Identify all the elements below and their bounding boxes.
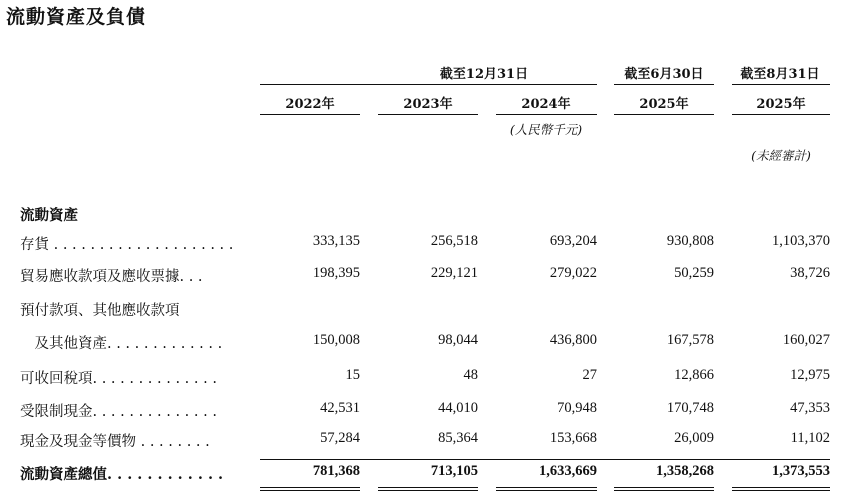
table-cell: 15: [345, 367, 360, 383]
total-top-rule: [260, 459, 830, 460]
row-label: 及其他資產. . . . . . . . . . . . .: [20, 336, 223, 352]
table-cell: 27: [582, 367, 597, 383]
year-header-2022: 2022年: [285, 97, 335, 112]
table-cell: 98,044: [438, 332, 478, 348]
table-cell: 153,668: [549, 430, 597, 446]
table-cell: 11,102: [790, 430, 830, 446]
total-row-label: 流動資產總值. . . . . . . . . . . .: [20, 466, 224, 483]
year-header-2025-aug: 2025年: [756, 97, 806, 112]
total-cell: 781,368: [312, 463, 360, 479]
table-cell: 150,008: [312, 332, 360, 348]
row-label: 預付款項、其他應收款項: [20, 303, 180, 319]
year-rule-2023: [378, 114, 478, 115]
table-cell: 26,009: [674, 430, 714, 446]
total-double-rule: [732, 487, 830, 488]
table-cell: 47,353: [790, 400, 830, 416]
row-label: 貿易應收款項及應收票據. . .: [20, 269, 203, 285]
table-cell: 48: [463, 367, 478, 383]
total-cell: 1,373,553: [772, 463, 830, 479]
unit-note: (人民幣千元): [509, 122, 583, 137]
group-rule-dec31: [260, 84, 597, 85]
total-double-rule: [614, 487, 714, 488]
table-cell: 50,259: [674, 265, 714, 281]
table-cell: 38,726: [790, 265, 830, 281]
group-rule-jun30: [614, 84, 714, 85]
total-cell: 713,105: [430, 463, 478, 479]
section-title: 流動資產: [20, 207, 78, 224]
group-rule-aug31: [732, 84, 830, 85]
table-cell: 85,364: [438, 430, 478, 446]
group-header-dec31: 截至12月31日: [439, 67, 529, 82]
total-double-rule: [496, 487, 597, 488]
total-double-rule: [378, 487, 478, 488]
table-cell: 693,204: [549, 233, 597, 249]
table-cell: 57,284: [320, 430, 360, 446]
table-cell: 44,010: [438, 400, 478, 416]
year-rule-2022: [260, 114, 360, 115]
table-cell: 229,121: [430, 265, 478, 281]
year-rule-2025-aug: [732, 114, 830, 115]
year-header-2024: 2024年: [521, 97, 571, 112]
table-cell: 1,103,370: [772, 233, 830, 249]
table-cell: 160,027: [782, 332, 830, 348]
total-double-rule: [260, 487, 360, 488]
year-header-2023: 2023年: [403, 97, 453, 112]
table-cell: 70,948: [557, 400, 597, 416]
table-cell: 256,518: [430, 233, 478, 249]
table-cell: 167,578: [666, 332, 714, 348]
group-header-aug31: 截至8月31日: [740, 67, 820, 82]
row-label: 存貨 . . . . . . . . . . . . . . . . . . . .: [20, 237, 234, 253]
table-cell: 333,135: [312, 233, 360, 249]
year-rule-2025-jun: [614, 114, 714, 115]
table-cell: 436,800: [549, 332, 597, 348]
total-double-rule: [378, 490, 478, 491]
table-cell: 42,531: [320, 400, 360, 416]
total-double-rule: [614, 490, 714, 491]
audit-note: (未經審計): [751, 148, 811, 163]
table-cell: 198,395: [312, 265, 360, 281]
total-double-rule: [732, 490, 830, 491]
table-cell: 170,748: [666, 400, 714, 416]
row-label: 可收回稅項. . . . . . . . . . . . . .: [20, 371, 217, 387]
page-title: 流動資產及負債: [6, 6, 147, 28]
total-cell: 1,633,669: [539, 463, 597, 479]
total-cell: 1,358,268: [656, 463, 714, 479]
table-cell: 279,022: [549, 265, 597, 281]
total-double-rule: [496, 490, 597, 491]
table-cell: 930,808: [666, 233, 714, 249]
table-cell: 12,975: [790, 367, 830, 383]
table-cell: 12,866: [674, 367, 714, 383]
group-header-jun30: 截至6月30日: [624, 67, 704, 82]
year-rule-2024: [496, 114, 597, 115]
row-label: 受限制現金. . . . . . . . . . . . . .: [20, 404, 217, 420]
year-header-2025-jun: 2025年: [639, 97, 689, 112]
row-label: 現金及現金等價物 . . . . . . . .: [20, 434, 210, 450]
total-double-rule: [260, 490, 360, 491]
